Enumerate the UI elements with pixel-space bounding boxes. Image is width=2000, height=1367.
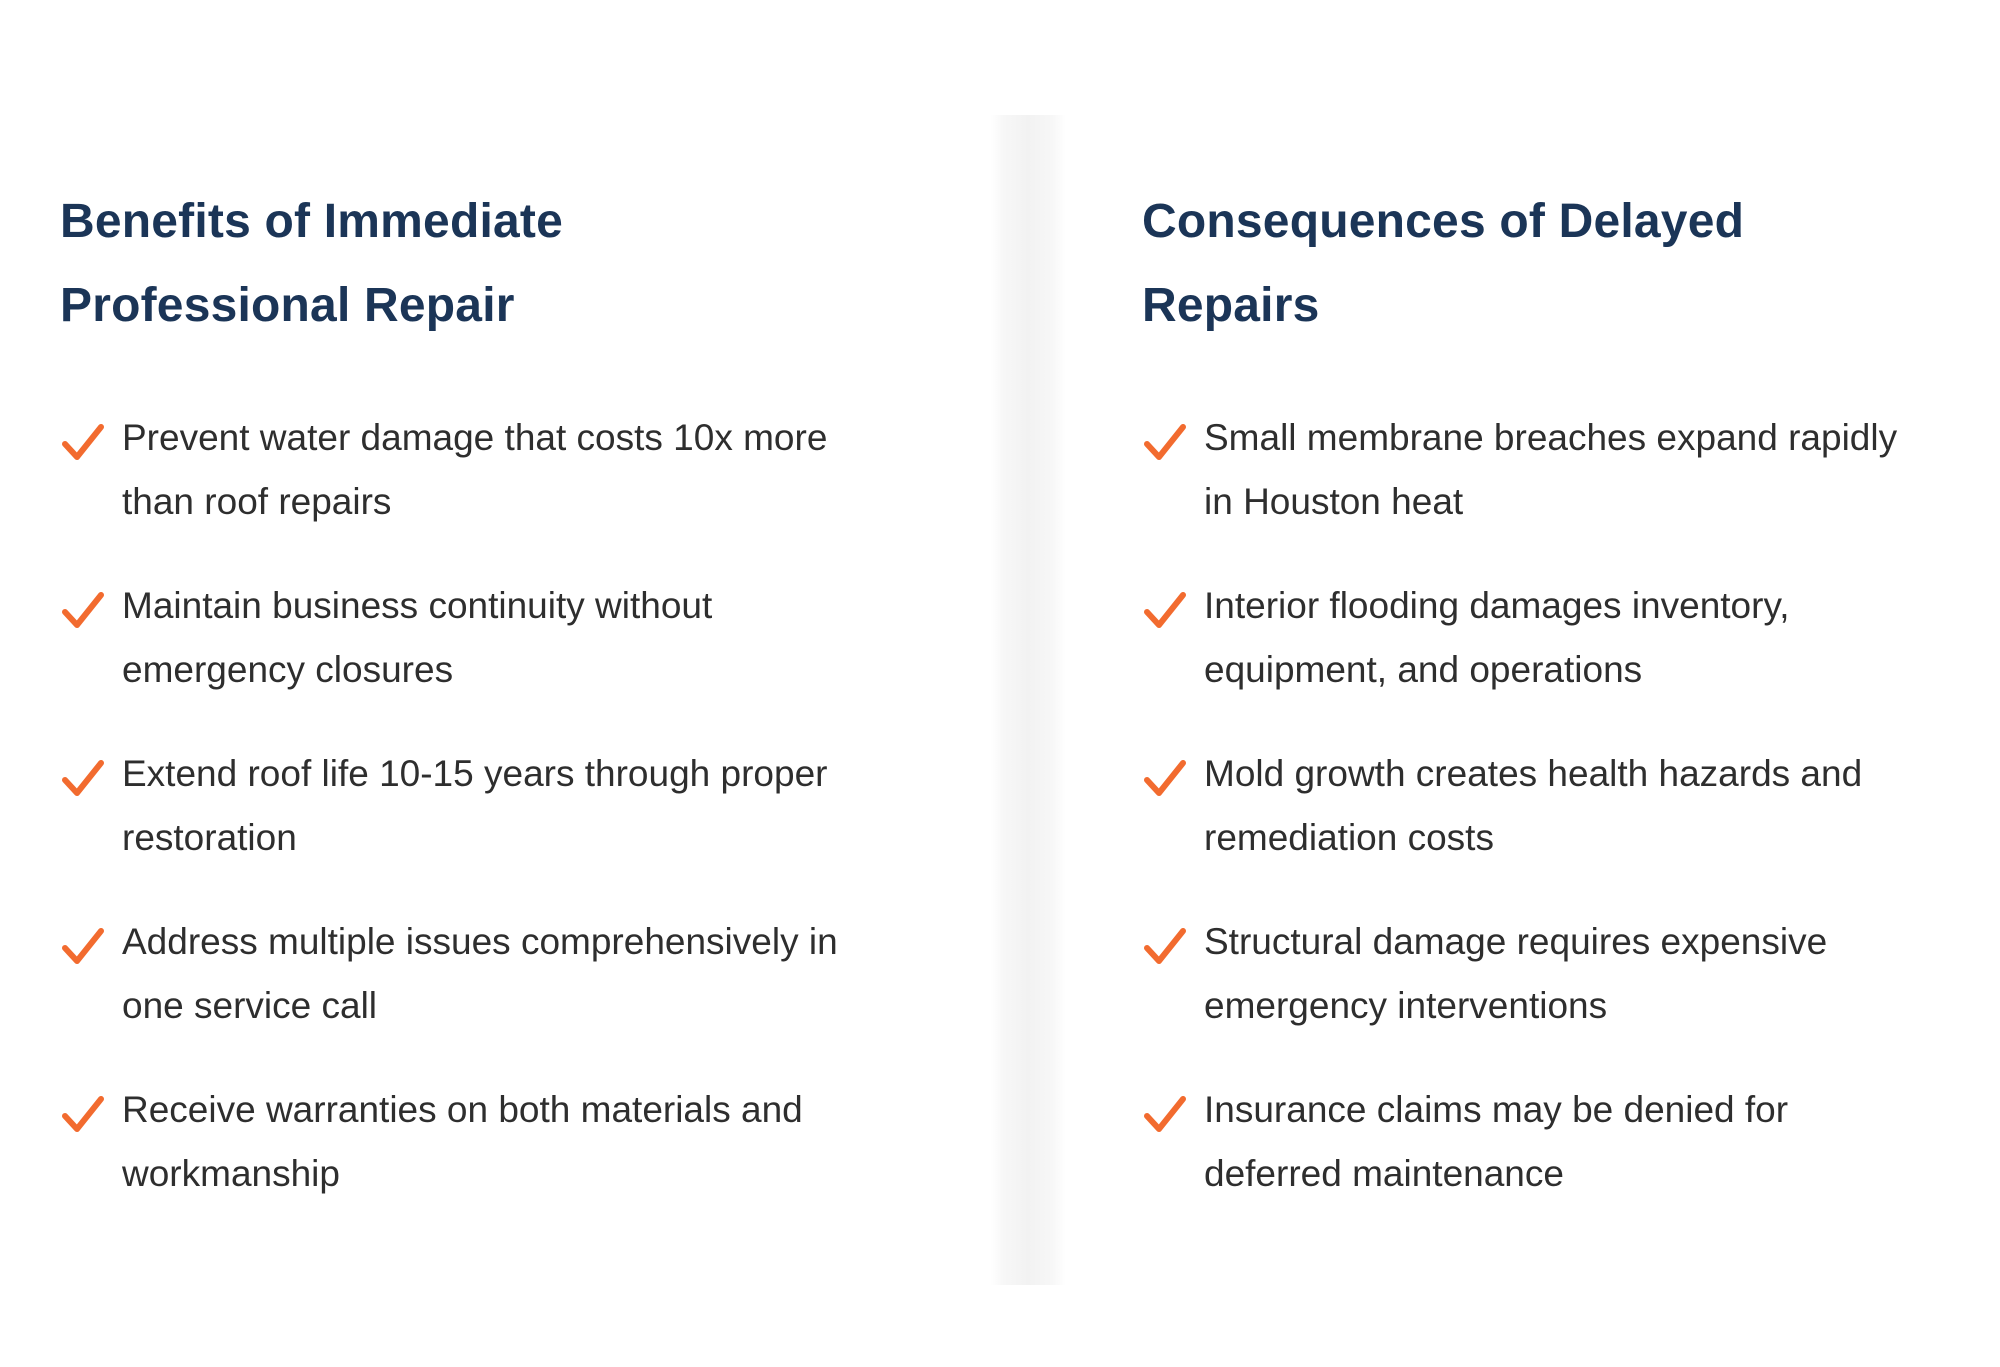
consequence-item-text — [1204, 574, 1982, 702]
benefit-item-3-line-2: restoration — [122, 817, 297, 858]
benefit-item-text — [122, 910, 940, 1038]
consequence-item-3-line-2: remediation costs — [1204, 817, 1494, 858]
consequence-item-1-line-2: in Houston heat — [1204, 481, 1464, 522]
benefit-item-4 — [60, 910, 940, 1038]
benefit-item-5 — [60, 1078, 940, 1206]
consequences-list — [1142, 406, 1982, 1246]
checkmark-icon — [62, 424, 104, 462]
benefits-heading — [60, 180, 940, 348]
benefits-heading-line-2: Professional Repair — [60, 279, 515, 332]
benefits-heading-line-1: Benefits of Immediate — [60, 195, 563, 248]
consequence-item-1-line-1: Small membrane breaches expand rapidly — [1204, 417, 1898, 458]
consequences-heading-line-1: Consequences of Delayed — [1142, 195, 1745, 248]
consequence-item-4-line-2: emergency interventions — [1204, 985, 1608, 1026]
benefit-item-1-line-2: than roof repairs — [122, 481, 392, 522]
column-divider — [990, 115, 1066, 1285]
benefit-item-2-line-1: Maintain business continuity without — [122, 585, 713, 626]
checkmark-icon — [62, 592, 104, 630]
benefit-item-text — [122, 1078, 940, 1206]
consequence-item-5 — [1142, 1078, 1982, 1206]
checkmark-icon — [62, 760, 104, 798]
benefit-item-text — [122, 574, 940, 702]
benefit-item-3 — [60, 742, 940, 870]
checkmark-icon — [62, 928, 104, 966]
benefit-item-4-line-2: one service call — [122, 985, 378, 1026]
consequence-item-5-line-2: deferred maintenance — [1204, 1153, 1564, 1194]
checkmark-icon — [1144, 928, 1186, 966]
consequence-item-2 — [1142, 574, 1982, 702]
consequences-heading — [1142, 180, 1982, 348]
benefit-item-3-line-1: Extend roof life 10-15 years through proper — [122, 753, 828, 794]
benefit-item-text — [122, 742, 940, 870]
consequence-item-4-line-1: Structural damage requires expensive — [1204, 921, 1828, 962]
benefit-item-2 — [60, 574, 940, 702]
consequence-item-text — [1204, 742, 1982, 870]
checkmark-icon — [1144, 592, 1186, 630]
checkmark-icon — [62, 1096, 104, 1134]
consequence-item-text — [1204, 910, 1982, 1038]
benefit-item-2-line-2: emergency closures — [122, 649, 454, 690]
benefit-item-text — [122, 406, 940, 534]
benefits-column — [60, 180, 940, 1194]
checkmark-icon — [1144, 424, 1186, 462]
consequences-heading-line-2: Repairs — [1142, 279, 1320, 332]
benefit-item-1-line-1: Prevent water damage that costs 10x more — [122, 417, 828, 458]
consequence-item-4 — [1142, 910, 1982, 1038]
consequences-column — [1142, 180, 1982, 1194]
consequence-item-2-line-2: equipment, and operations — [1204, 649, 1643, 690]
consequence-item-3-line-1: Mold growth creates health hazards and — [1204, 753, 1863, 794]
consequence-item-1 — [1142, 406, 1982, 534]
checkmark-icon — [1144, 1096, 1186, 1134]
benefit-item-5-line-2: workmanship — [122, 1153, 340, 1194]
benefits-list — [60, 406, 940, 1246]
benefit-item-5-line-1: Receive warranties on both materials and — [122, 1089, 803, 1130]
consequence-item-3 — [1142, 742, 1982, 870]
consequence-item-5-line-1: Insurance claims may be denied for — [1204, 1089, 1789, 1130]
consequence-item-2-line-1: Interior flooding damages inventory, — [1204, 585, 1790, 626]
benefit-item-4-line-1: Address multiple issues comprehensively in — [122, 921, 838, 962]
consequence-item-text — [1204, 406, 1982, 534]
consequence-item-text — [1204, 1078, 1982, 1206]
checkmark-icon — [1144, 760, 1186, 798]
benefit-item-1 — [60, 406, 940, 534]
